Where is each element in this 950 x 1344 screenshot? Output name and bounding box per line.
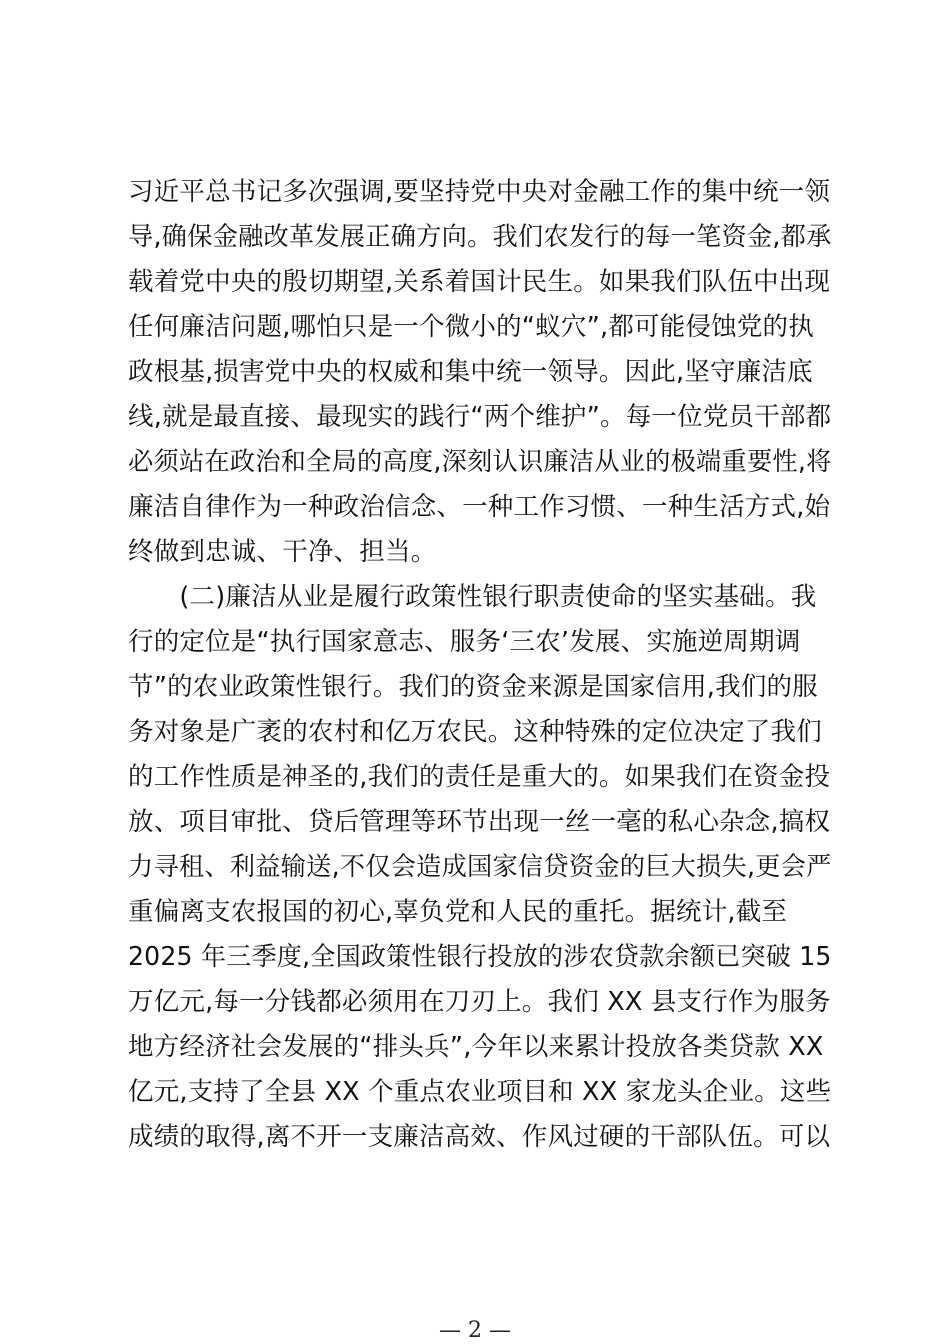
text-line: 节”的农业政策性银行。我们的资金来源是国家信用,我们的服 (128, 672, 818, 702)
text-line: 行的定位是“执行国家意志、服务‘三农’发展、实施逆周期调 (128, 627, 801, 657)
text-line: 放、项目审批、贷后管理等环节出现一丝一毫的私心杂念,搞权 (128, 807, 831, 837)
text-line: 2025 年三季度,全国政策性银行投放的涉农贷款余额已突破 15 (128, 942, 832, 972)
text-line: 任何廉洁问题,哪怕只是一个微小的“蚁穴”,都可能侵蚀党的执 (128, 312, 814, 342)
text-line: 万亿元,每一分钱都必须用在刀刃上。我们 XX 县支行作为服务 (128, 987, 831, 1017)
text-line: 亿元,支持了全县 XX 个重点农业项目和 XX 家龙头企业。这些 (128, 1077, 832, 1107)
text-line: 导,确保金融改革发展正确方向。我们农发行的每一笔资金,都承 (128, 222, 832, 252)
text-line: 地方经济社会发展的“排头兵”,今年以来累计投放各类贷款 XX (128, 1032, 824, 1062)
text-line: 习近平总书记多次强调,要坚持党中央对金融工作的集中统一领 (128, 177, 831, 207)
text-line: 成绩的取得,离不开一支廉洁高效、作风过硬的干部队伍。可以 (128, 1122, 831, 1152)
text-line: 必须站在政治和全局的高度,深刻认识廉洁从业的极端重要性,将 (128, 447, 832, 477)
text-line: 廉洁自律作为一种政治信念、一种工作习惯、一种生活方式,始 (128, 492, 831, 522)
text-line: 力寻租、利益输送,不仅会造成国家信贷资金的巨大损失,更会严 (128, 852, 832, 882)
text-line: 重偏离支农报国的初心,辜负党和人民的重托。据统计,截至 (128, 897, 788, 927)
text-line: 线,就是最直接、最现实的践行“两个维护”。每一位党员干部都 (128, 402, 832, 432)
section-heading-line: (二)廉洁从业是履行政策性银行职责使命的坚实基础。我 (128, 582, 817, 612)
page-number: — 2 — (439, 1318, 511, 1343)
text-line: 终做到忠诚、干净、担当。 (128, 537, 437, 567)
text-line: 政根基,损害党中央的权威和集中统一领导。因此,坚守廉洁底 (128, 357, 813, 387)
text-line: 载着党中央的殷切期望,关系着国计民生。如果我们队伍中出现 (128, 267, 831, 297)
text-line: 务对象是广袤的农村和亿万农民。这种特殊的定位决定了我们 (128, 717, 822, 747)
text-line: 的工作性质是神圣的,我们的责任是重大的。如果我们在资金投 (128, 762, 831, 792)
